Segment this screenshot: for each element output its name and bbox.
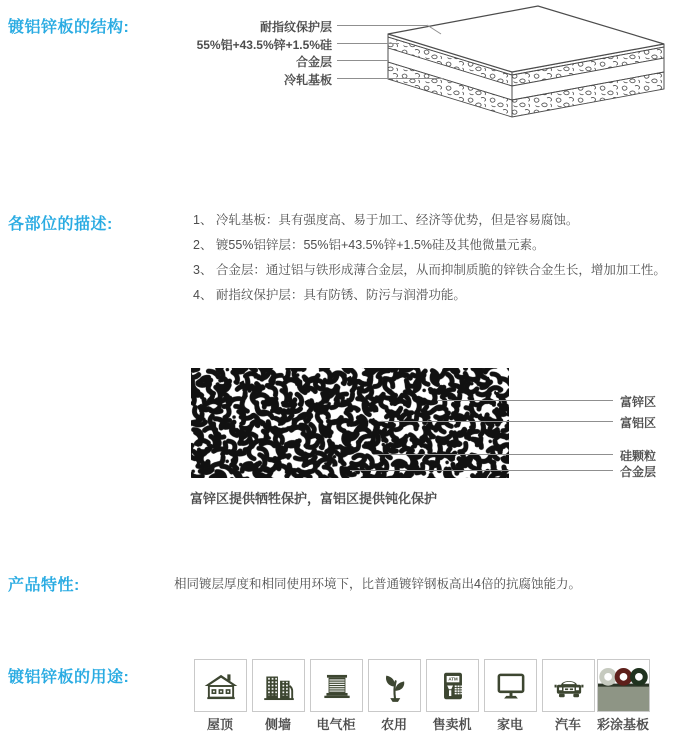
layer-label-substrate: 冷轧基板 xyxy=(283,73,332,87)
buildings-icon xyxy=(260,667,298,705)
use-label-automobile: 汽车 xyxy=(554,717,581,732)
use-tile-roof xyxy=(194,659,247,712)
atm-screen-text: ATM xyxy=(447,676,458,682)
leader-line xyxy=(375,454,613,455)
use-label-coated-substrate: 彩涂基板 xyxy=(596,717,649,732)
layer-label-alzn: 55%铝+43.5%锌+1.5%硅 xyxy=(196,38,332,52)
features-text: 相同镀层厚度和相同使用环境下，比普通镀锌钢板高出4倍的抗腐蚀能力。 xyxy=(174,577,581,591)
leader-line xyxy=(380,421,613,422)
vending-machine-icon xyxy=(434,667,472,705)
house-icon xyxy=(202,667,240,705)
micrograph-image xyxy=(191,368,509,478)
coil-icon xyxy=(598,660,649,711)
micro-label-zinc-rich: 富锌区 xyxy=(620,395,657,409)
use-label-sidewall: 侧墙 xyxy=(264,717,291,732)
use-tile-vending xyxy=(426,659,479,712)
description-item-1: 1、 冷轧基板：具有强度高、易于加工、经济等优势，但是容易腐蚀。 xyxy=(193,213,579,227)
use-tile-agricultural xyxy=(368,659,421,712)
micro-label-silicon-particle: 硅颗粒 xyxy=(620,449,657,463)
description-item-3: 3、 合金层：通过铝与铁形成薄合金层，从而抑制质脆的锌铁合金生长，增加加工性。 xyxy=(193,263,666,277)
use-tile-appliance xyxy=(484,659,537,712)
layer-label-antifingerprint: 耐指纹保护层 xyxy=(259,20,332,34)
layer-structure-diagram xyxy=(378,0,676,125)
leader-line xyxy=(337,43,399,44)
description-item-2: 2、 镀55%铝锌层：55%铝+43.5%锌+1.5%硅及其他微量元素。 xyxy=(193,238,545,252)
use-label-vending: 售卖机 xyxy=(432,717,472,732)
leader-line xyxy=(337,25,427,26)
description-item-4: 4、 耐指纹保护层：具有防锈、防污与润滑功能。 xyxy=(193,288,466,302)
use-label-cabinet: 电气柜 xyxy=(316,717,356,732)
use-tile-sidewall xyxy=(252,659,305,712)
micrograph-caption: 富锌区提供牺牲保护，富铝区提供钝化保护 xyxy=(190,491,438,506)
use-tile-automobile xyxy=(542,659,595,712)
layer-label-alloy: 合金层 xyxy=(295,55,332,69)
cabinet-icon xyxy=(318,667,356,705)
car-icon xyxy=(550,667,588,705)
description-heading: 各部位的描述: xyxy=(8,216,113,233)
micro-label-aluminium-rich: 富铝区 xyxy=(620,416,657,430)
use-tile-coated-substrate xyxy=(597,659,650,712)
features-heading: 产品特性: xyxy=(8,577,80,594)
leader-line xyxy=(337,78,444,79)
uses-heading: 镀铝锌板的用途: xyxy=(8,669,130,686)
leader-line xyxy=(437,400,613,401)
use-tile-cabinet xyxy=(310,659,363,712)
use-label-roof: 屋顶 xyxy=(206,717,233,732)
structure-heading: 镀铝锌板的结构: xyxy=(8,19,130,36)
use-label-appliance: 家电 xyxy=(496,717,523,732)
leader-line xyxy=(350,470,613,471)
leader-line xyxy=(337,60,389,61)
micro-label-alloy-layer: 合金层 xyxy=(620,465,657,479)
monitor-icon xyxy=(492,667,530,705)
sprout-icon xyxy=(376,667,414,705)
use-label-agricultural: 农用 xyxy=(380,717,407,732)
